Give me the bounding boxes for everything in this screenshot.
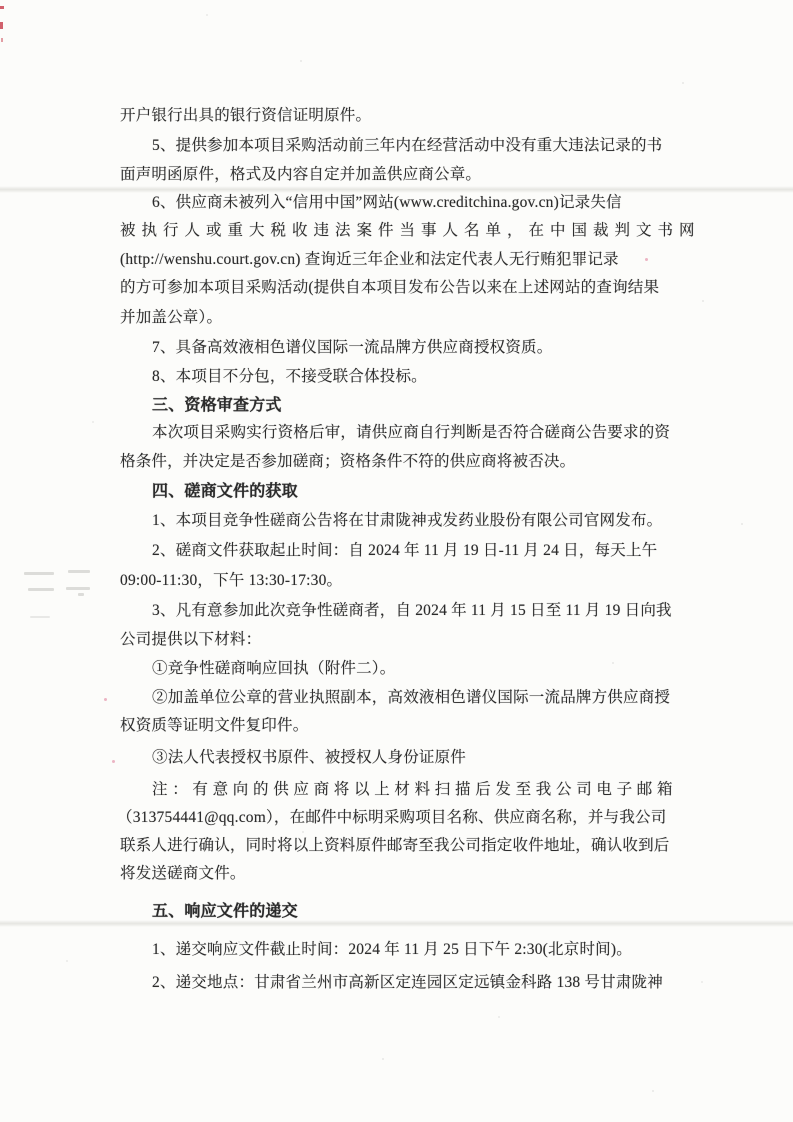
document-line: 6、供应商未被列入“信用中国”网站(www.creditchina.gov.cn)记录失信: [152, 194, 622, 211]
scan-smudge: [66, 587, 90, 590]
document-line: 5、提供参加本项目采购活动前三年内在经营活动中没有重大违法记录的书: [152, 137, 663, 154]
pink-speck: [112, 760, 115, 763]
document-line: （313754441@qq.com），在邮件中标明采购项目名称、供应商名称，并与我公司: [117, 809, 667, 826]
document-line: 面声明函原件，格式及内容自定并加盖供应商公章。: [120, 166, 482, 183]
document-line: 格条件，并决定是否参加磋商；资格条件不符的供应商将被否决。: [120, 453, 576, 470]
document-line: 被执行人或重大税收违法案件当事人名单，在中国裁判文书网: [120, 222, 701, 239]
document-line: 公司提供以下材料：: [120, 631, 262, 648]
document-line: 1、递交响应文件截止时间：2024 年 11 月 25 日下午 2:30(北京时间)。: [152, 941, 632, 958]
document-line: 1、本项目竞争性磋商公告将在甘肃陇神戎发药业股份有限公司官网发布。: [152, 512, 663, 529]
document-line: 并加盖公章）。: [120, 309, 223, 326]
section-heading: 三、资格审查方式: [152, 397, 282, 414]
pink-speck: [645, 258, 648, 261]
red-speck: [0, 22, 3, 29]
red-speck: [1, 38, 3, 42]
document-line: 的方可参加本项目采购活动(提供自本项目发布公告以来在上述网站的查询结果: [120, 279, 660, 296]
document-line: 2、磋商文件获取起止时间：自 2024 年 11 月 19 日-11 月 24 日，每天上午: [152, 542, 658, 559]
scan-noise: [0, 0, 2, 2]
red-speck: [0, 6, 4, 9]
document-line: 8、本项目不分包，不接受联合体投标。: [152, 368, 427, 385]
document-line: 本次项目采购实行资格后审，请供应商自行判断是否符合磋商公告要求的资: [152, 424, 671, 441]
document-line: 开户银行出具的银行资信证明原件。: [120, 107, 372, 124]
document-line: 09:00-11:30，下午 13:30-17:30。: [120, 572, 343, 589]
scan-smudge: [30, 616, 50, 618]
section-heading: 四、磋商文件的获取: [152, 483, 298, 500]
document-line: 联系人进行确认，同时将以上资料原件邮寄至我公司指定收件地址，确认收到后: [120, 837, 670, 854]
document-line: 权资质等证明文件复印件。: [120, 717, 309, 734]
scan-smudge: [68, 570, 90, 573]
scan-smudge: [28, 588, 54, 591]
scan-smudge: [24, 572, 54, 575]
pink-speck: [104, 698, 107, 701]
scan-smudge: [78, 593, 84, 596]
document-line: 2、递交地点：甘肃省兰州市高新区定连园区定远镇金科路 138 号甘肃陇神: [152, 974, 663, 991]
scan-artifact-band: [0, 920, 793, 927]
document-line: 注：有意向的供应商将以上材料扫描后发至我公司电子邮箱: [152, 781, 678, 798]
document-line: 7、具备高效液相色谱仪国际一流品牌方供应商授权资质。: [152, 339, 553, 356]
document-line: 将发送磋商文件。: [120, 865, 246, 882]
document-line: 3、凡有意参加此次竞争性磋商者，自 2024 年 11 月 15 日至 11 月 19 日向我: [152, 602, 672, 619]
scan-artifact-band: [0, 186, 793, 193]
document-line: (http://wenshu.court.gov.cn) 查询近三年企业和法定代表人无行贿犯罪记录: [120, 251, 619, 268]
section-heading: 五、响应文件的递交: [152, 903, 298, 920]
document-line: ③法人代表授权书原件、被授权人身份证原件: [152, 749, 467, 766]
document-line: ①竞争性磋商响应回执（附件二）。: [152, 660, 396, 677]
document-line: ②加盖单位公章的营业执照副本，高效液相色谱仪国际一流品牌方供应商授: [152, 689, 671, 706]
